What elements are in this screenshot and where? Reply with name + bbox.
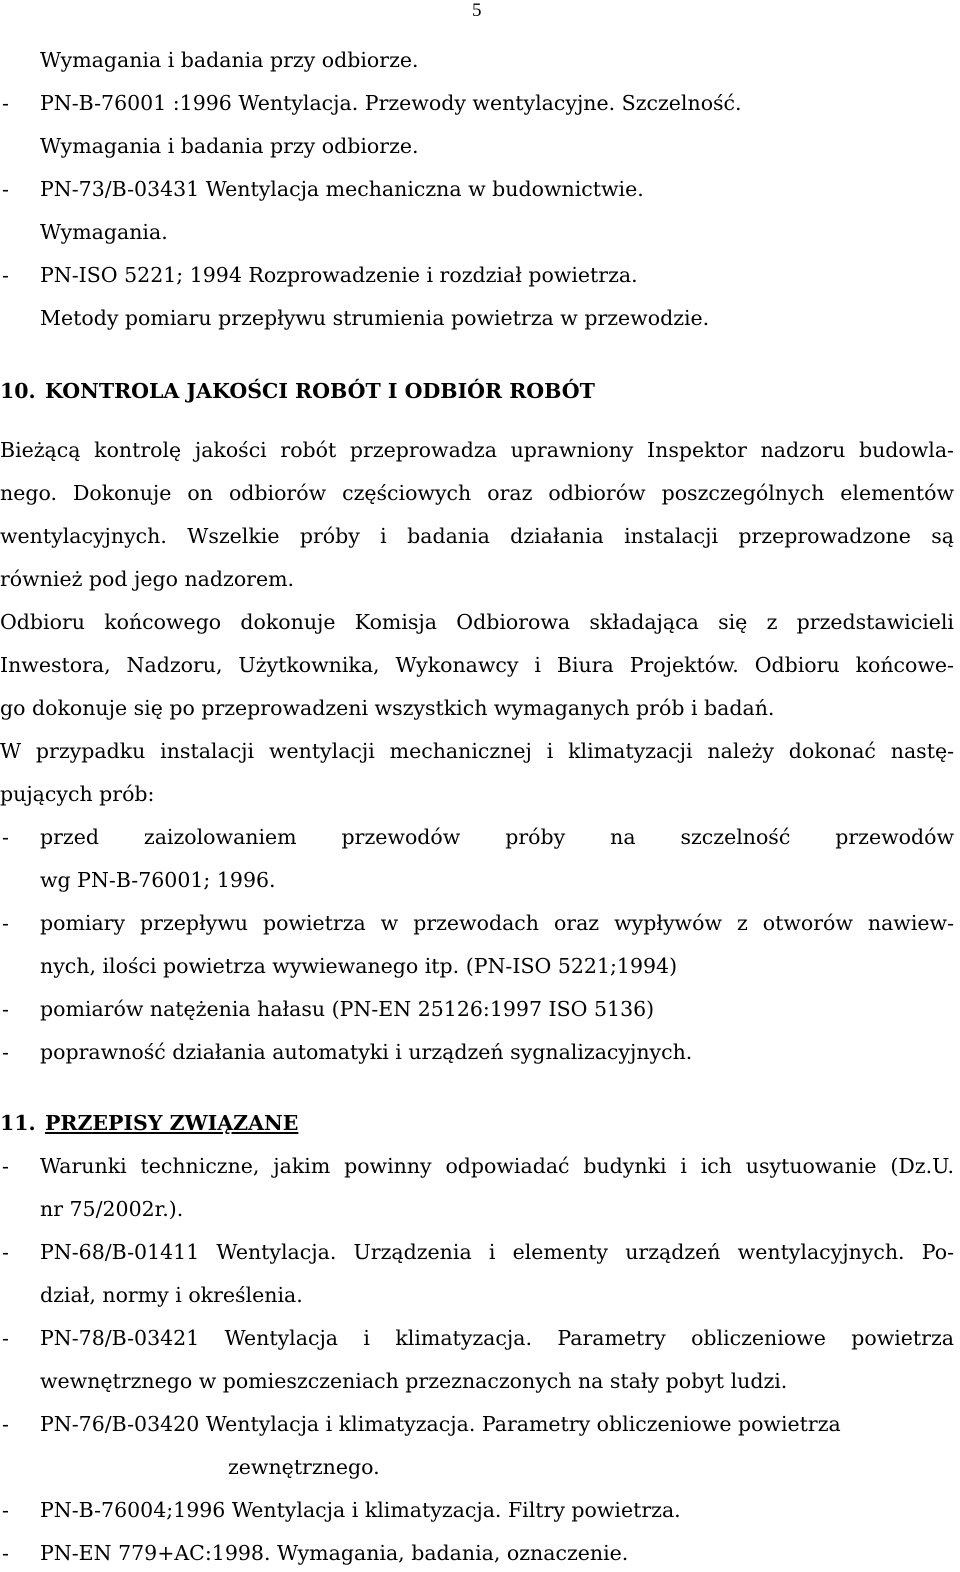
paragraph-line: Inwestora, Nadzoru, Użytkownika, Wykonawcy i Biura Projektów. Odbioru końcowe-	[0, 653, 954, 677]
list-dash: -	[2, 1326, 9, 1350]
list-item-text: nych, ilości powietrza wywiewanego itp. (PN-ISO 5221;1994)	[40, 954, 678, 978]
paragraph-line: również pod jego nadzorem.	[0, 567, 295, 591]
list-item-text: Wymagania i badania przy odbiorze.	[40, 48, 419, 72]
list-item-text: PN-76/B-03420 Wentylacja i klimatyzacja. Parametry obliczeniowe powietrza	[40, 1412, 841, 1436]
list-item-text: PN-B-76001 :1996 Wentylacja. Przewody wentylacyjne. Szczelność.	[40, 91, 742, 115]
paragraph-line: pujących prób:	[0, 782, 155, 806]
list-dash: -	[2, 91, 9, 115]
list-item-text: PN-EN 779+AC:1998. Wymagania, badania, oznaczenie.	[40, 1541, 629, 1565]
section-title: PRZEPISY ZWIĄZANE	[45, 1111, 299, 1135]
list-dash: -	[2, 1040, 9, 1064]
list-dash: -	[2, 1498, 9, 1522]
page-number: 5	[472, 0, 482, 21]
list-item-text: PN-73/B-03431 Wentylacja mechaniczna w budownictwie.	[40, 177, 644, 201]
list-item-text: PN-68/B-01411 Wentylacja. Urządzenia i elementy urządzeń wentylacyjnych. Po-	[40, 1240, 954, 1264]
list-dash: -	[2, 1240, 9, 1264]
paragraph-line: go dokonuje się po przeprowadzeni wszystkich wymaganych prób i badań.	[0, 696, 775, 720]
list-item-text: wg PN-B-76001; 1996.	[40, 868, 276, 892]
list-item-text: PN-B-76004;1996 Wentylacja i klimatyzacja. Filtry powietrza.	[40, 1498, 681, 1522]
list-item-text: pomiarów natężenia hałasu (PN-EN 25126:1997 ISO 5136)	[40, 997, 655, 1021]
list-item-text: nr 75/2002r.).	[40, 1197, 184, 1221]
section-number: 11.	[0, 1111, 36, 1135]
section-heading	[0, 1109, 299, 1137]
list-dash: -	[2, 1541, 9, 1565]
list-item-text: PN-78/B-03421 Wentylacja i klimatyzacja. Parametry obliczeniowe powietrza	[40, 1326, 954, 1350]
list-dash: -	[2, 263, 9, 287]
paragraph-line: W przypadku instalacji wentylacji mechanicznej i klimatyzacji należy dokonać nastę-	[0, 739, 954, 763]
list-item-text: Wymagania i badania przy odbiorze.	[40, 134, 419, 158]
list-dash: -	[2, 911, 9, 935]
list-item-text: PN-ISO 5221; 1994 Rozprowadzenie i rozdział powietrza.	[40, 263, 638, 287]
paragraph-line: nego. Dokonuje on odbiorów częściowych oraz odbiorów poszczególnych elementów	[0, 481, 954, 505]
list-dash: -	[2, 997, 9, 1021]
section-heading	[0, 377, 595, 405]
list-item-text: wewnętrznego w pomieszczeniach przeznaczonych na stały pobyt ludzi.	[40, 1369, 788, 1393]
paragraph-line: wentylacyjnych. Wszelkie próby i badania działania instalacji przeprowadzone są	[0, 524, 954, 548]
list-item-text: Metody pomiaru przepływu strumienia powietrza w przewodzie.	[40, 306, 710, 330]
section-title: KONTROLA JAKOŚCI ROBÓT I ODBIÓR ROBÓT	[45, 379, 595, 403]
list-item-text: Wymagania.	[40, 220, 168, 244]
list-dash: -	[2, 177, 9, 201]
list-item-text: pomiary przepływu powietrza w przewodach oraz wypływów z otworów nawiew-	[40, 911, 954, 935]
list-item-text: przed zaizolowaniem przewodów próby na szczelność przewodów	[40, 825, 954, 849]
list-item-text: Warunki techniczne, jakim powinny odpowiadać budynki i ich usytuowanie (Dz.U.	[40, 1154, 954, 1178]
section-number: 10.	[0, 379, 36, 403]
list-dash: -	[2, 1412, 9, 1436]
list-item-text: zewnętrznego.	[228, 1455, 380, 1479]
list-dash: -	[2, 825, 9, 849]
paragraph-line: Odbioru końcowego dokonuje Komisja Odbiorowa składająca się z przedstawicieli	[0, 610, 954, 634]
list-item-text: poprawność działania automatyki i urządzeń sygnalizacyjnych.	[40, 1040, 693, 1064]
list-item-text: dział, normy i określenia.	[40, 1283, 303, 1307]
paragraph-line: Bieżącą kontrolę jakości robót przeprowadza uprawniony Inspektor nadzoru budowla-	[0, 438, 954, 462]
list-dash: -	[2, 1154, 9, 1178]
